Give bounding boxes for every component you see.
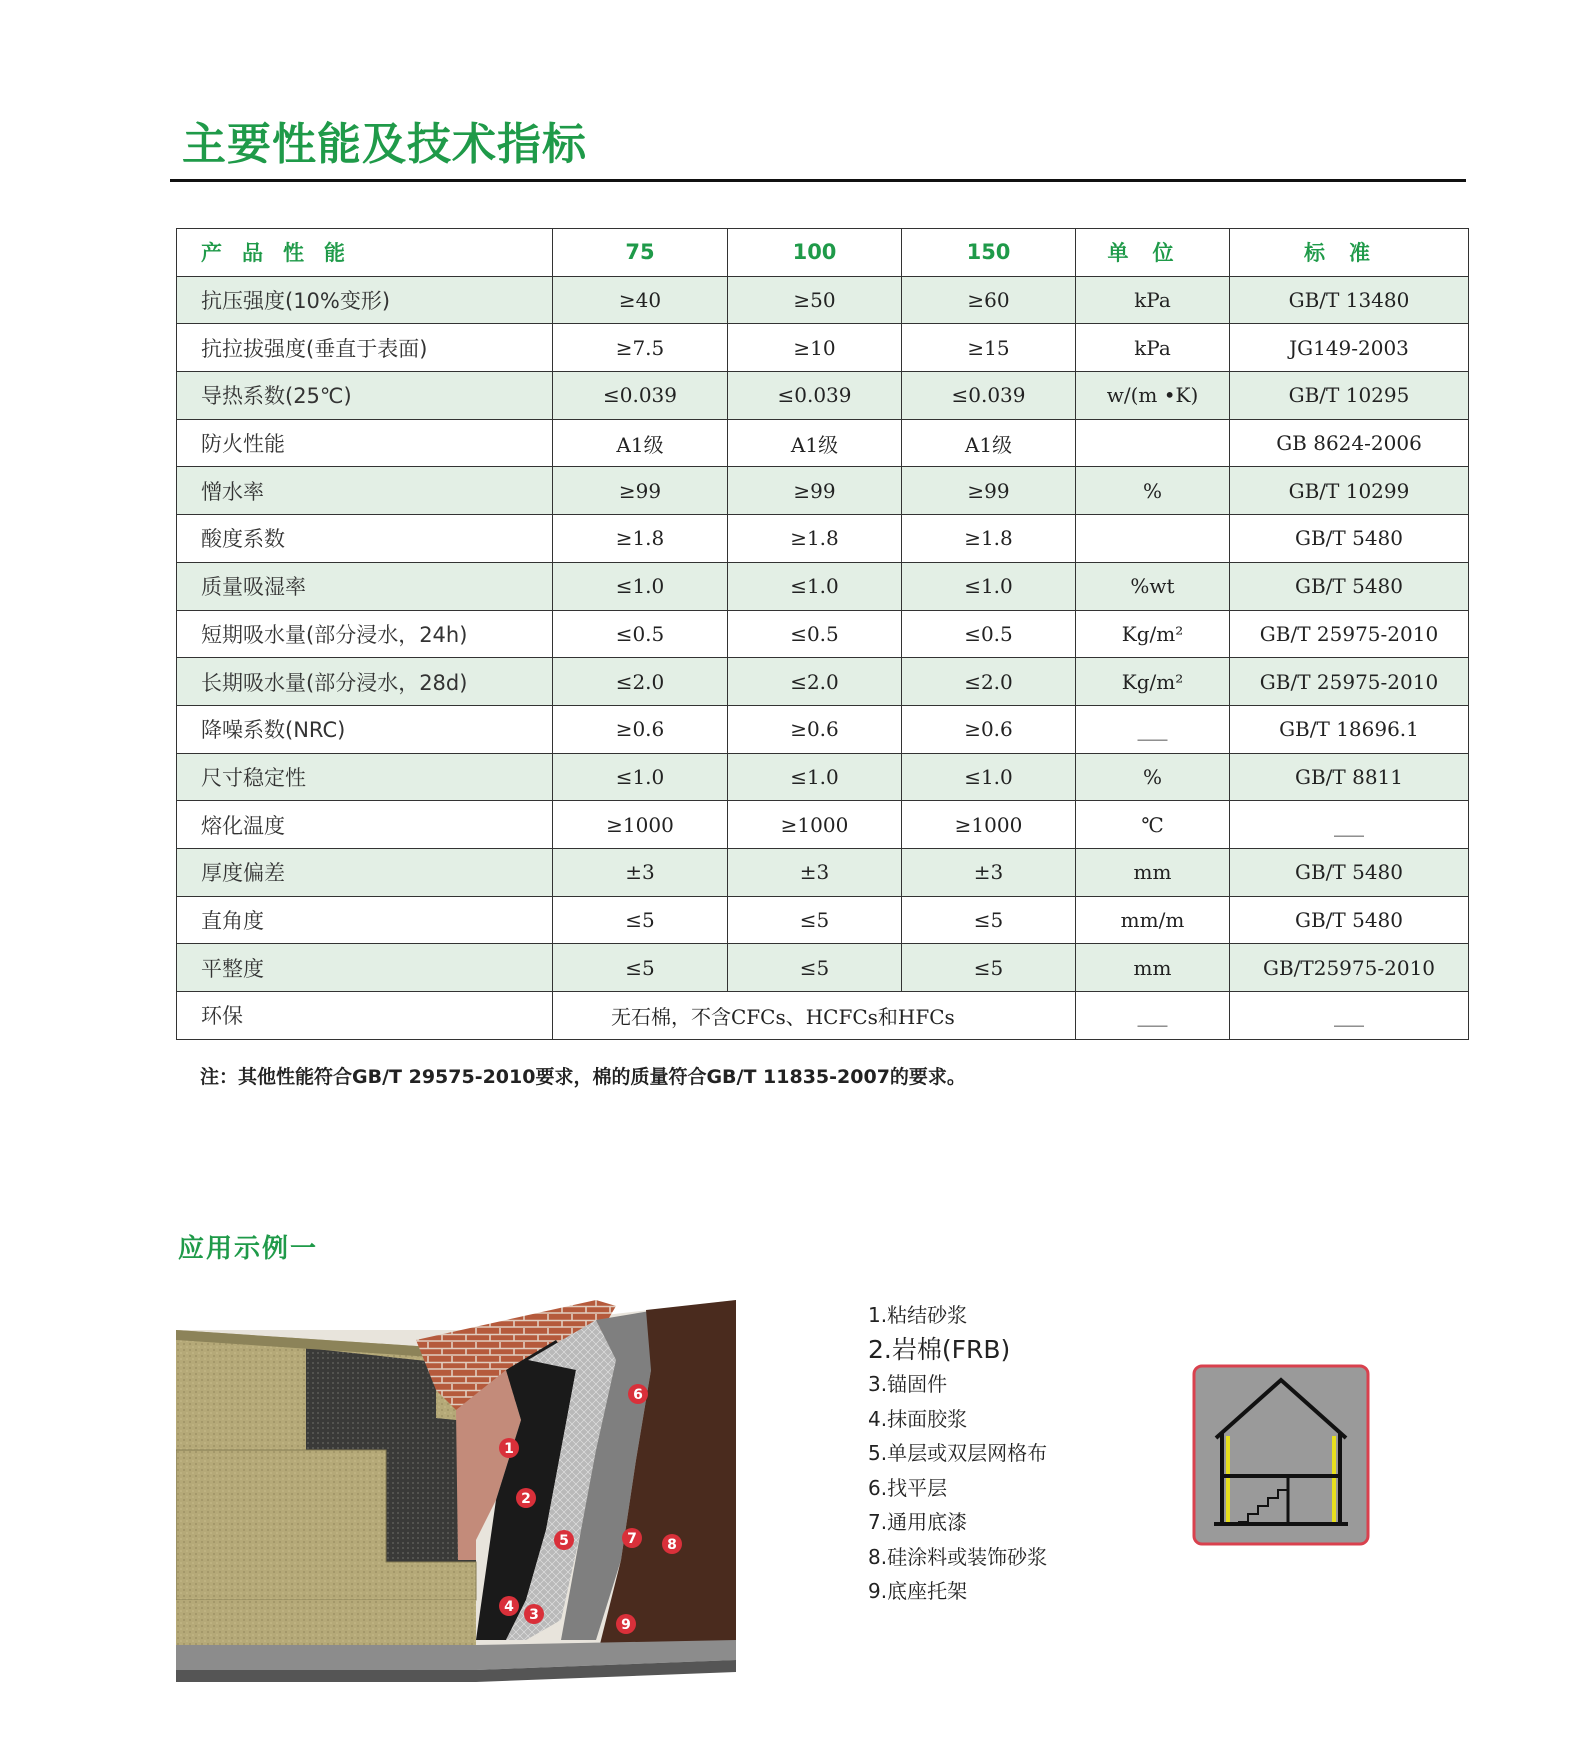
row-unit: w/(m •K) <box>1076 372 1230 420</box>
row-unit <box>1076 515 1230 563</box>
table-row <box>177 896 1469 944</box>
row-unit: % <box>1076 467 1230 515</box>
row-unit: ___ <box>1076 992 1230 1040</box>
table-row <box>177 419 1469 467</box>
row-v75: ≥1.8 <box>553 515 728 563</box>
row-name: 导热系数(25℃) <box>177 372 553 420</box>
row-v100: ≤2.0 <box>728 658 902 706</box>
row-unit: Kg/m² <box>1076 610 1230 658</box>
row-name: 环保 <box>177 992 553 1040</box>
row-name: 熔化温度 <box>177 801 553 849</box>
table-row <box>177 658 1469 706</box>
svg-text:3: 3 <box>529 1607 539 1623</box>
row-v150: ≥99 <box>902 467 1076 515</box>
row-unit: kPa <box>1076 324 1230 372</box>
header-cell-property: 产品性能 <box>177 229 553 277</box>
spec-table <box>176 228 1469 1040</box>
row-v150: ≤0.039 <box>902 372 1076 420</box>
row-name: 抗压强度(10%变形) <box>177 276 553 324</box>
row-v75: ≥40 <box>553 276 728 324</box>
row-name: 长期吸水量(部分浸水，28d) <box>177 658 553 706</box>
row-v100: ≥50 <box>728 276 902 324</box>
svg-text:2: 2 <box>521 1491 531 1507</box>
row-v100: ±3 <box>728 848 902 896</box>
row-v150: ≤5 <box>902 944 1076 992</box>
marker-7 <box>622 1528 642 1548</box>
legend-item: 6.找平层 <box>868 1475 948 1500</box>
row-v100: ≤1.0 <box>728 753 902 801</box>
row-unit: kPa <box>1076 276 1230 324</box>
row-std: GB/T 5480 <box>1230 896 1469 944</box>
row-v75: ≤5 <box>553 944 728 992</box>
row-v150: A1级 <box>902 419 1076 467</box>
row-unit: mm/m <box>1076 896 1230 944</box>
row-std: GB/T 18696.1 <box>1230 705 1469 753</box>
table-row <box>177 848 1469 896</box>
legend-item: 8.硅涂料或装饰砂浆 <box>868 1544 1048 1569</box>
row-unit: ℃ <box>1076 801 1230 849</box>
row-standard: ___ <box>1230 992 1469 1040</box>
row-v150: ≤1.0 <box>902 562 1076 610</box>
svg-text:1: 1 <box>504 1441 514 1457</box>
header-cell-unit: 单位 <box>1076 229 1230 277</box>
row-unit: Kg/m² <box>1076 658 1230 706</box>
row-v100: ≥99 <box>728 467 902 515</box>
house-icon <box>1192 1364 1370 1546</box>
row-merged-value: 无石棉，不含CFCs、HCFCs和HFCs <box>553 992 1076 1040</box>
row-v150: ≤5 <box>902 896 1076 944</box>
row-v75: ≤0.5 <box>553 610 728 658</box>
row-unit: %wt <box>1076 562 1230 610</box>
row-v75: ≥1000 <box>553 801 728 849</box>
row-std: GB/T 10295 <box>1230 372 1469 420</box>
row-v100: ≤0.039 <box>728 372 902 420</box>
row-v100: ≤1.0 <box>728 562 902 610</box>
row-v150: ≤1.0 <box>902 753 1076 801</box>
section-title: 应用示例一 <box>178 1234 319 1264</box>
row-v150: ≤0.5 <box>902 610 1076 658</box>
row-std: GB/T 25975-2010 <box>1230 658 1469 706</box>
row-v100: ≤5 <box>728 944 902 992</box>
header-cell-100: 100 <box>728 229 902 277</box>
svg-text:6: 6 <box>633 1387 643 1403</box>
row-v150: ≥1000 <box>902 801 1076 849</box>
row-name: 厚度偏差 <box>177 848 553 896</box>
svg-text:7: 7 <box>627 1531 637 1547</box>
table-row <box>177 324 1469 372</box>
legend-item: 9.底座托架 <box>868 1579 968 1603</box>
footnote: 注：其他性能符合GB/T 29575-2010要求，棉的质量符合GB/T 11835-2007的要求。 <box>200 1066 966 1088</box>
row-std: ___ <box>1230 801 1469 849</box>
table-row <box>177 467 1469 515</box>
row-unit: mm <box>1076 944 1230 992</box>
row-v150: ±3 <box>902 848 1076 896</box>
header-cell-75: 75 <box>553 229 728 277</box>
row-name: 质量吸湿率 <box>177 562 553 610</box>
row-unit: mm <box>1076 848 1230 896</box>
row-name: 酸度系数 <box>177 515 553 563</box>
marker-4 <box>499 1596 519 1616</box>
row-std: GB/T 10299 <box>1230 467 1469 515</box>
row-v75: ≤5 <box>553 896 728 944</box>
row-std: GB/T25975-2010 <box>1230 944 1469 992</box>
table-row <box>177 944 1469 992</box>
table-row <box>177 562 1469 610</box>
row-name: 平整度 <box>177 944 553 992</box>
row-v75: ≤1.0 <box>553 753 728 801</box>
page-title: 主要性能及技术指标 <box>182 119 587 170</box>
row-name: 短期吸水量(部分浸水，24h) <box>177 610 553 658</box>
row-name: 防火性能 <box>177 419 553 467</box>
table-header-row <box>177 229 1469 277</box>
wall-system-illustration <box>176 1300 736 1690</box>
legend-item: 4.抹面胶浆 <box>868 1406 968 1431</box>
legend-item: 1.粘结砂浆 <box>868 1303 968 1327</box>
row-unit: % <box>1076 753 1230 801</box>
row-v100: ≥0.6 <box>728 705 902 753</box>
legend-item: 7.通用底漆 <box>868 1510 968 1534</box>
row-std: JG149-2003 <box>1230 324 1469 372</box>
row-v150: ≥60 <box>902 276 1076 324</box>
marker-6 <box>628 1384 648 1404</box>
title-divider <box>170 179 1466 182</box>
row-name: 抗拉拔强度(垂直于表面) <box>177 324 553 372</box>
row-v75: ≤0.039 <box>553 372 728 420</box>
svg-text:4: 4 <box>504 1599 514 1615</box>
table-row <box>177 753 1469 801</box>
row-v100: ≤5 <box>728 896 902 944</box>
marker-2 <box>516 1488 536 1508</box>
table-row <box>177 372 1469 420</box>
row-v150: ≥15 <box>902 324 1076 372</box>
row-v150: ≥1.8 <box>902 515 1076 563</box>
row-std: GB/T 13480 <box>1230 276 1469 324</box>
marker-3 <box>524 1604 544 1624</box>
row-v75: ≥99 <box>553 467 728 515</box>
row-name: 直角度 <box>177 896 553 944</box>
row-std: GB/T 5480 <box>1230 515 1469 563</box>
row-unit <box>1076 419 1230 467</box>
legend-item: 2.岩棉(FRB) <box>868 1334 1011 1364</box>
table-row <box>177 276 1469 324</box>
header-cell-150: 150 <box>902 229 1076 277</box>
row-std: GB/T 5480 <box>1230 562 1469 610</box>
row-std: GB/T 25975-2010 <box>1230 610 1469 658</box>
row-std: GB/T 5480 <box>1230 848 1469 896</box>
table-row <box>177 801 1469 849</box>
row-unit: ___ <box>1076 705 1230 753</box>
row-name: 憎水率 <box>177 467 553 515</box>
table-row <box>177 705 1469 753</box>
table-row <box>177 610 1469 658</box>
row-v150: ≤2.0 <box>902 658 1076 706</box>
row-v100: ≥10 <box>728 324 902 372</box>
row-v150: ≥0.6 <box>902 705 1076 753</box>
row-v75: ≥7.5 <box>553 324 728 372</box>
row-name: 降噪系数(NRC) <box>177 705 553 753</box>
row-name: 尺寸稳定性 <box>177 753 553 801</box>
row-v100: ≥1.8 <box>728 515 902 563</box>
row-v100: A1级 <box>728 419 902 467</box>
legend-item: 3.锚固件 <box>868 1372 948 1396</box>
table-row <box>177 515 1469 563</box>
table-row-environment <box>177 992 1469 1040</box>
row-v100: ≤0.5 <box>728 610 902 658</box>
row-std: GB/T 8811 <box>1230 753 1469 801</box>
row-v75: A1级 <box>553 419 728 467</box>
svg-text:8: 8 <box>667 1537 677 1553</box>
row-v75: ≤2.0 <box>553 658 728 706</box>
row-v100: ≥1000 <box>728 801 902 849</box>
marker-1 <box>499 1438 519 1458</box>
row-v75: ≥0.6 <box>553 705 728 753</box>
header-cell-standard: 标准 <box>1230 229 1469 277</box>
row-v75: ±3 <box>553 848 728 896</box>
row-v75: ≤1.0 <box>553 562 728 610</box>
marker-9 <box>616 1614 636 1634</box>
marker-8 <box>662 1534 682 1554</box>
svg-text:5: 5 <box>559 1533 569 1549</box>
row-std: GB 8624-2006 <box>1230 419 1469 467</box>
illustration-legend <box>868 1298 1047 1609</box>
marker-5 <box>554 1530 574 1550</box>
svg-text:9: 9 <box>621 1617 631 1633</box>
legend-item: 5.单层或双层网格布 <box>868 1441 1048 1465</box>
